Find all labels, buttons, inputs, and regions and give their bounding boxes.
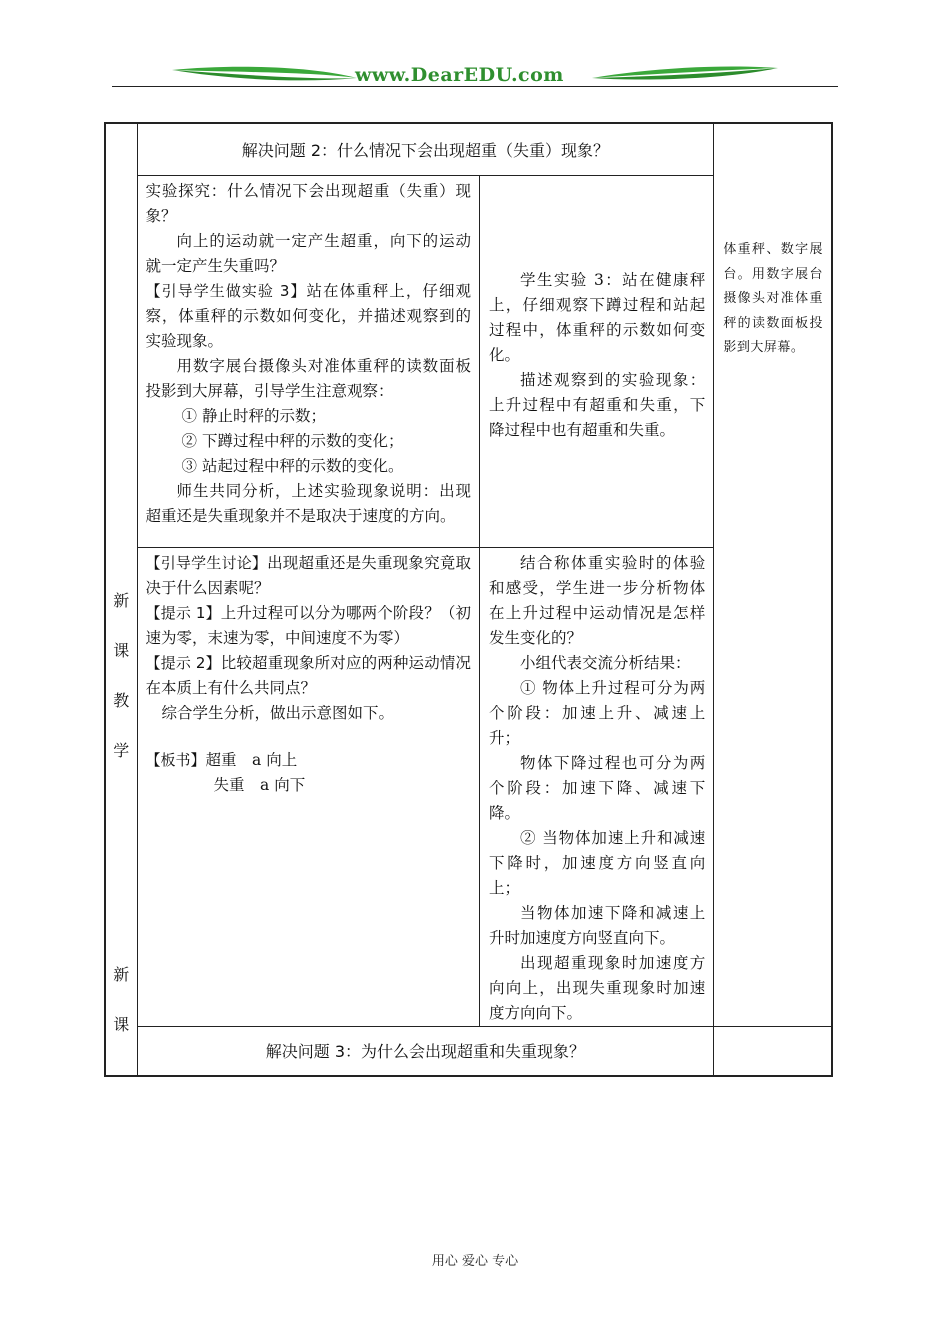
guide-text: 站在体重秤上，仔细观察，体重秤的示数如何变化，并描述观察到的实验现象。: [145, 281, 471, 350]
experiment-title: 实验探究：什么情况下会出现超重（失重）现象？: [145, 181, 471, 225]
discussion-mark: 【引导学生讨论】: [145, 553, 268, 572]
section-heading: 解决问题 2：什么情况下会出现超重（失重）现象？: [137, 123, 714, 175]
board-mark: 【板书】: [145, 750, 206, 769]
resources-note-cell: [714, 123, 832, 1026]
guide-mark: 【引导学生做实验 3】: [145, 281, 307, 300]
teacher-activity-cell: [137, 175, 479, 547]
student-point: 当物体加速下降和减速上升时加速度方向竖直向下。: [489, 903, 706, 947]
hint-mark: 【提示 2】: [145, 653, 221, 672]
observation-item: ① 静止时秤的示数；: [181, 406, 326, 425]
teacher-conclusion: 师生共同分析，上述实验现象说明：出现超重还是失重现象并不是取决于速度的方向。: [145, 481, 471, 525]
page-footer: 用心 爱心 专心: [431, 1254, 519, 1269]
header-divider: [112, 86, 838, 87]
hint-text: 比较超重现象所对应的两种运动情况在本质上有什么共同点？: [145, 653, 471, 697]
student-analysis: 结合称体重实验时的体验和感受，学生进一步分析物体在上升过程中运动情况是怎样发生变化的？: [489, 553, 706, 647]
teacher-question: 向上的运动就一定产生超重，向下的运动就一定产生失重吗？: [145, 231, 471, 275]
empty-note-cell: [714, 1026, 832, 1076]
student-point: ① 物体上升过程可分为两个阶段：加速上升、减速上升；: [489, 678, 706, 747]
observation-item: ③ 站起过程中秤的示数的变化。: [181, 456, 404, 475]
teacher-summary: 综合学生分析，做出示意图如下。: [161, 703, 395, 722]
side-char: 课: [113, 641, 130, 660]
board-line: 失重 a 向下: [213, 775, 306, 794]
student-point: ② 当物体加速上升和减速下降时，加速度方向竖直向上；: [489, 828, 706, 897]
student-report: 小组代表交流分析结果：: [520, 653, 691, 672]
hint-text: 上升过程可以分为哪两个阶段？（初速为零，末速为零，中间速度不为零）: [145, 603, 471, 647]
side-char: 学: [113, 741, 130, 760]
side-char: 新: [113, 591, 130, 610]
side-label-block-2: [106, 962, 137, 1062]
side-char: 课: [113, 1015, 130, 1034]
site-logo-text: www.DearEDU.com: [355, 64, 564, 86]
side-char: 新: [113, 965, 130, 984]
board-line: 超重 a 向上: [205, 750, 298, 769]
observation-item: ② 下蹲过程中秤的示数的变化；: [181, 431, 404, 450]
lesson-plan-table: [104, 122, 833, 1077]
student-point: 出现超重现象时加速度方向向上，出现失重现象时加速度方向向下。: [489, 953, 706, 1022]
side-label-column: [105, 123, 137, 1076]
student-observation: 描述观察到的实验现象：上升过程中有超重和失重，下降过程中也有超重和失重。: [489, 370, 706, 439]
teacher-discussion-cell: [137, 547, 479, 1026]
hint-mark: 【提示 1】: [145, 603, 221, 622]
discussion-text: 出现超重还是失重现象究竟取决于什么因素呢？: [145, 553, 471, 597]
student-discussion-cell: [480, 547, 714, 1026]
side-label-block: [106, 588, 137, 788]
teacher-instruction: 用数字展台摄像头对准体重秤的读数面板投影到大屏幕，引导学生注意观察：: [145, 356, 471, 400]
resources-note: 体重秤、数字展台。用数字展台摄像头对准体重秤的读数面板投影到大屏幕。: [723, 242, 823, 355]
student-experiment: 学生实验 3：站在健康秤上，仔细观察下蹲过程和站起过程中，体重秤的示数如何变化。: [489, 270, 706, 364]
section-heading: 解决问题 3：为什么会出现超重和失重现象？: [137, 1026, 714, 1076]
student-activity-cell: [480, 175, 714, 547]
student-point: 物体下降过程也可分为两个阶段：加速下降、减速下降。: [489, 753, 706, 822]
side-char: 教: [113, 691, 130, 710]
